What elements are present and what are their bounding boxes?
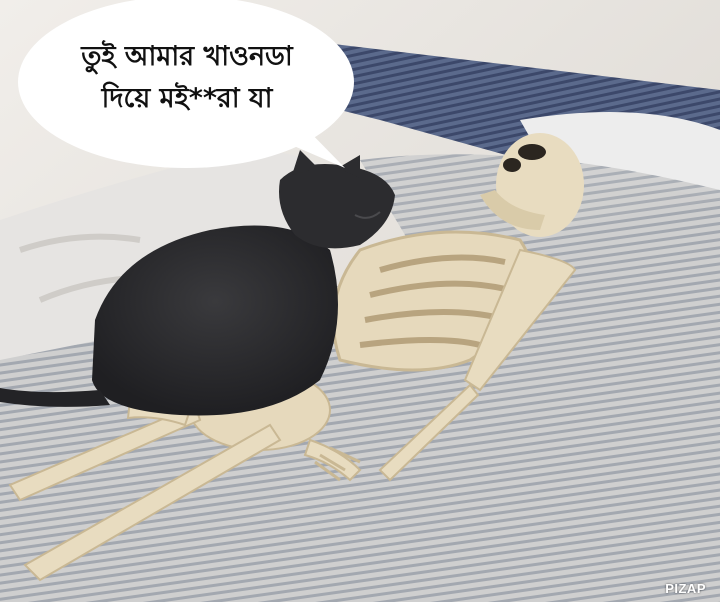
caption-line-2: দিয়ে মই**রা যা bbox=[101, 83, 273, 114]
pizap-watermark: PIZAP bbox=[665, 581, 706, 596]
caption-line-1: তুই আমার খাওনডা bbox=[81, 41, 293, 72]
speech-bubble-caption bbox=[22, 36, 352, 120]
